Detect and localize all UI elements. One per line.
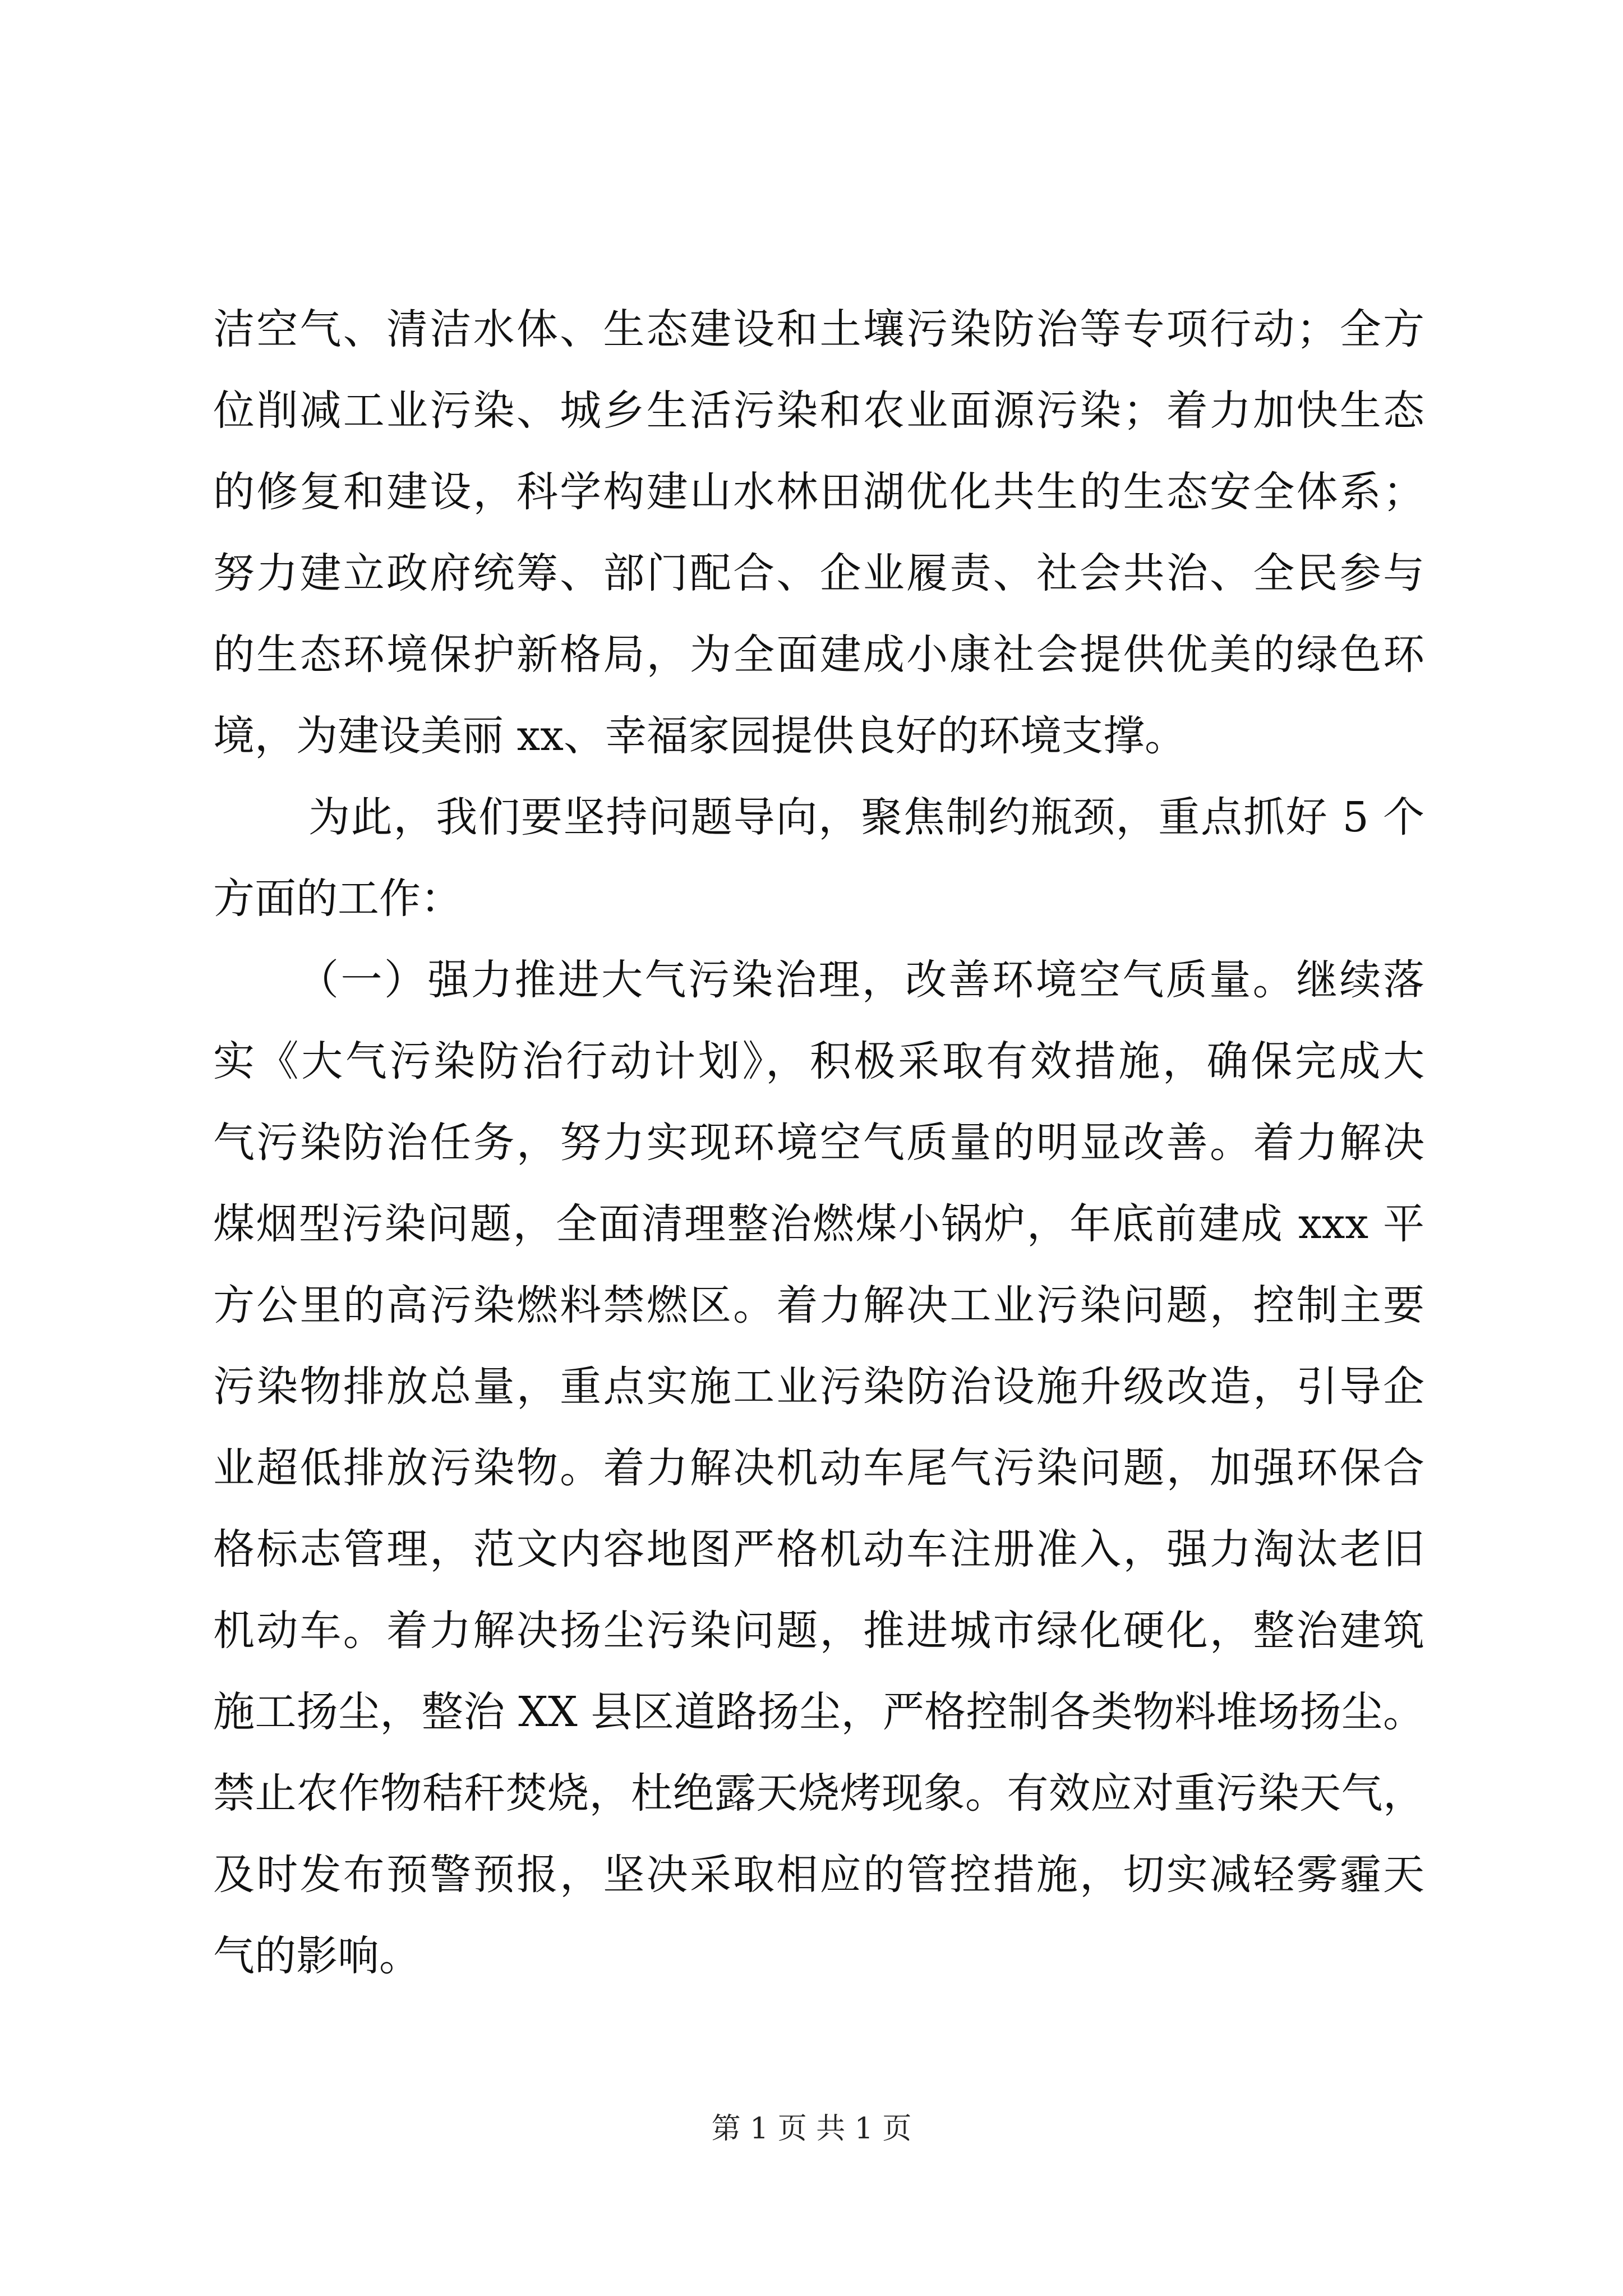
paragraph-line: 气的影响。 [213,1932,421,1980]
paragraph-line: 及时发布预警预报，坚决采取相应的管控措施，切实减轻雾霾天 [213,1851,1424,1899]
paragraph-line: 洁空气、清洁水体、生态建设和土壤污染防治等专项行动；全方 [213,305,1424,353]
paragraph-line: 方公里的高污染燃料禁燃区。着力解决工业污染问题，控制主要 [213,1281,1424,1329]
paragraph-line: 的生态环境保护新格局，为全面建成小康社会提供优美的绿色环 [213,631,1424,679]
paragraph-line: 实《大气污染防治行动计划》，积极采取有效措施，确保完成大 [213,1037,1424,1085]
paragraph-line: 禁止农作物秸秆焚烧，杜绝露天烧烤现象。有效应对重污染天气， [213,1769,1424,1818]
paragraph-line: 业超低排放污染物。着力解决机动车尾气污染问题，加强环保合 [213,1444,1424,1492]
document-body [213,289,1424,1997]
paragraph-line: 方面的工作： [213,875,462,923]
paragraph-line: 的修复和建设，科学构建山水林田湖优化共生的生态安全体系； [213,468,1424,516]
paragraph-line: 污染物排放总量，重点实施工业污染防治设施升级改造，引导企 [213,1363,1424,1411]
paragraph-line: 努力建立政府统筹、部门配合、企业履责、社会共治、全民参与 [213,549,1424,597]
paragraph-line: 煤烟型污染问题，全面清理整治燃煤小锅炉，年底前建成 xxx 平 [213,1200,1424,1248]
paragraph-line: 为此，我们要坚持问题导向，聚焦制约瓶颈，重点抓好 5 个 [308,793,1424,841]
section-heading-line: （一）强力推进大气污染治理，改善环境空气质量。继续落 [297,956,1424,1004]
paragraph-line: 位削减工业污染、城乡生活污染和农业面源污染；着力加快生态 [213,386,1424,435]
paragraph-line: 格标志管理，范文内容地图严格机动车注册准入，强力淘汰老旧 [213,1525,1424,1573]
paragraph-line: 境，为建设美丽 xx、幸福家园提供良好的环境支撑。 [213,712,1186,760]
paragraph-line: 机动车。着力解决扬尘污染问题，推进城市绿化硬化，整治建筑 [213,1607,1424,1655]
paragraph-line: 施工扬尘，整治 XX 县区道路扬尘，严格控制各类物料堆场扬尘。 [213,1688,1424,1736]
page-number-footer: 第 1 页 共 1 页 [711,2112,912,2146]
paragraph-line: 气污染防治任务，努力实现环境空气质量的明显改善。着力解决 [213,1119,1424,1167]
